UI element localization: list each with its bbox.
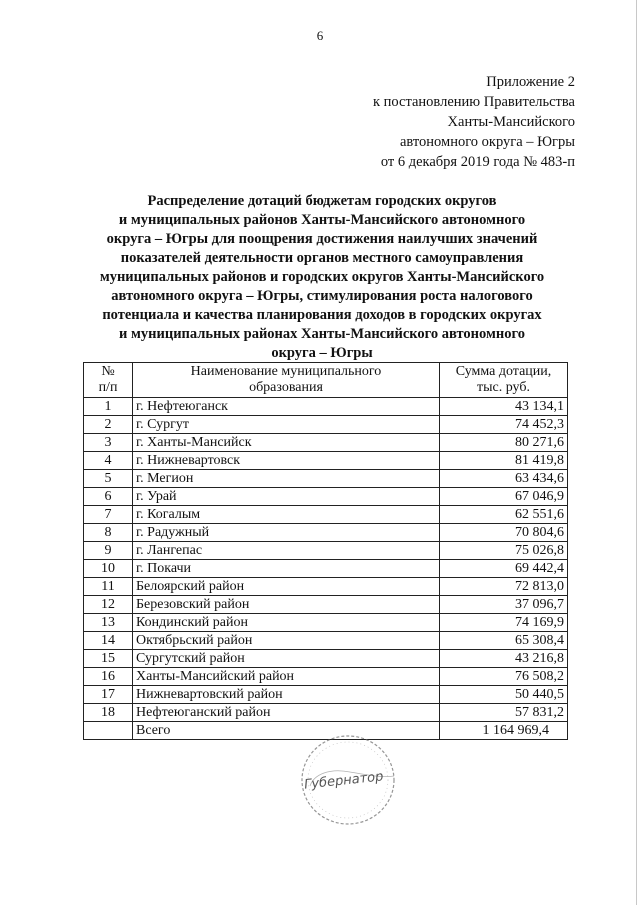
row-municipality: Сургутский район: [133, 650, 440, 668]
row-amount: 62 551,6: [440, 506, 568, 524]
row-amount: 70 804,6: [440, 524, 568, 542]
row-municipality: Березовский район: [133, 596, 440, 614]
row-municipality: г. Когалым: [133, 506, 440, 524]
table-row: [84, 506, 568, 524]
header-amount: Сумма дотации, тыс. руб.: [440, 363, 568, 398]
total-label: Всего: [133, 722, 440, 740]
row-number: 8: [84, 524, 133, 542]
stamp-label: Губернатор: [303, 769, 385, 793]
row-municipality: г. Нефтеюганск: [133, 398, 440, 416]
row-amount: 43 134,1: [440, 398, 568, 416]
title-line: муниципальных районов и городских округов Ханты-Мансийского: [99, 269, 545, 285]
document-title: [72, 192, 572, 363]
row-amount: 74 452,3: [440, 416, 568, 434]
header-number: № п/п: [84, 363, 133, 398]
row-municipality: г. Нижневартовск: [133, 452, 440, 470]
row-number: 14: [84, 632, 133, 650]
row-number: 1: [84, 398, 133, 416]
row-number: 9: [84, 542, 133, 560]
row-number: 18: [84, 704, 133, 722]
row-number: 2: [84, 416, 133, 434]
governor-stamp: [290, 724, 410, 836]
row-municipality: Кондинский район: [133, 614, 440, 632]
row-municipality: Ханты-Мансийский район: [133, 668, 440, 686]
table-row: [84, 524, 568, 542]
table-row: [84, 398, 568, 416]
table-row: [84, 596, 568, 614]
row-number: 12: [84, 596, 133, 614]
row-municipality: г. Радужный: [133, 524, 440, 542]
annex-line: Приложение 2: [486, 74, 575, 90]
title-line: округа – Югры: [271, 345, 373, 361]
row-municipality: Нефтеюганский район: [133, 704, 440, 722]
row-number: 11: [84, 578, 133, 596]
row-number: 3: [84, 434, 133, 452]
title-line: потенциала и качества планирования доходов в городских округах: [102, 307, 542, 323]
total-number: [84, 722, 133, 740]
row-number: 17: [84, 686, 133, 704]
annex-line: к постановлению Правительства: [373, 94, 575, 110]
row-amount: 65 308,4: [440, 632, 568, 650]
page-number: 6: [316, 28, 324, 43]
row-municipality: г. Сургут: [133, 416, 440, 434]
row-municipality: Октябрьский район: [133, 632, 440, 650]
title-line: округа – Югры для поощрения достижения наилучших значений: [106, 231, 538, 247]
annex-line: Ханты-Мансийского: [447, 114, 575, 130]
row-amount: 80 271,6: [440, 434, 568, 452]
title-line: Распределение дотаций бюджетам городских округов: [147, 193, 497, 209]
row-amount: 69 442,4: [440, 560, 568, 578]
table-row: [84, 632, 568, 650]
row-number: 16: [84, 668, 133, 686]
table-row: [84, 470, 568, 488]
table-row: [84, 416, 568, 434]
table-row: [84, 686, 568, 704]
row-amount: 72 813,0: [440, 578, 568, 596]
subsidy-table: [83, 362, 568, 740]
title-line: и муниципальных районах Ханты-Мансийского автономного: [119, 326, 525, 342]
row-number: 5: [84, 470, 133, 488]
row-number: 7: [84, 506, 133, 524]
row-municipality: Белоярский район: [133, 578, 440, 596]
row-municipality: г. Покачи: [133, 560, 440, 578]
row-number: 4: [84, 452, 133, 470]
row-amount: 43 216,8: [440, 650, 568, 668]
row-amount: 67 046,9: [440, 488, 568, 506]
row-amount: 74 169,9: [440, 614, 568, 632]
table-row: [84, 668, 568, 686]
scan-edge-line: [636, 0, 637, 905]
title-line: показателей деятельности органов местного самоуправления: [120, 250, 524, 266]
row-number: 10: [84, 560, 133, 578]
table-row: [84, 614, 568, 632]
table-header-row: [84, 363, 568, 398]
total-amount: 1 164 969,4: [440, 722, 568, 740]
row-amount: 75 026,8: [440, 542, 568, 560]
row-amount: 57 831,2: [440, 704, 568, 722]
row-amount: 63 434,6: [440, 470, 568, 488]
annex-block: [373, 72, 575, 172]
row-amount: 81 419,8: [440, 452, 568, 470]
title-line: автономного округа – Югры, стимулирования роста налогового: [111, 288, 533, 304]
table-row: [84, 650, 568, 668]
row-amount: 37 096,7: [440, 596, 568, 614]
row-amount: 50 440,5: [440, 686, 568, 704]
table-row: [84, 578, 568, 596]
header-municipality: Наименование муниципального образования: [133, 363, 440, 398]
title-line: и муниципальных районов Ханты-Мансийского автономного: [118, 212, 526, 228]
row-number: 13: [84, 614, 133, 632]
table-row: [84, 542, 568, 560]
row-municipality: Нижневартовский район: [133, 686, 440, 704]
row-municipality: г. Урай: [133, 488, 440, 506]
row-amount: 76 508,2: [440, 668, 568, 686]
row-municipality: г. Лангепас: [133, 542, 440, 560]
row-number: 15: [84, 650, 133, 668]
table-row: [84, 488, 568, 506]
table-row: [84, 704, 568, 722]
table-row: [84, 452, 568, 470]
table-row: [84, 434, 568, 452]
annex-line: автономного округа – Югры: [399, 134, 575, 150]
table-row: [84, 560, 568, 578]
row-number: 6: [84, 488, 133, 506]
row-municipality: г. Мегион: [133, 470, 440, 488]
annex-line: от 6 декабря 2019 года № 483-п: [380, 154, 575, 170]
table-body: [84, 398, 568, 740]
row-municipality: г. Ханты-Мансийск: [133, 434, 440, 452]
